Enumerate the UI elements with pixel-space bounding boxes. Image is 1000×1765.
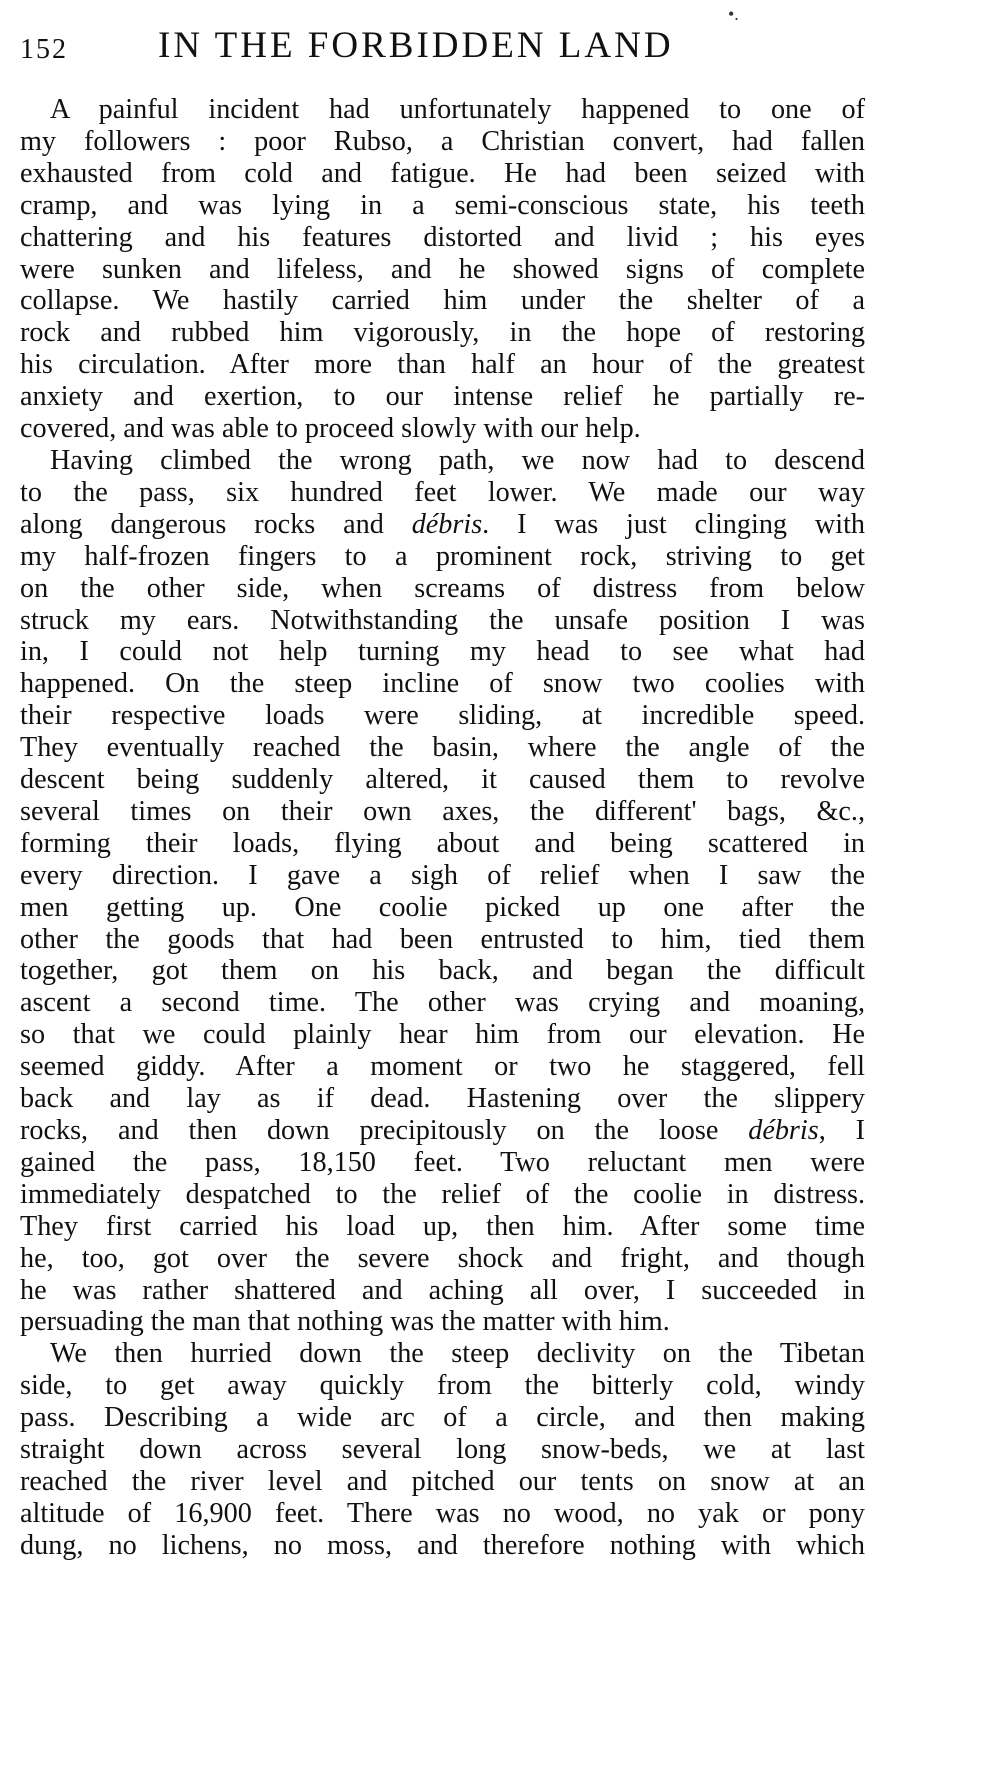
text-line [20,222,865,254]
text-line-content: their respective loads were sliding, at incredible speed. [20,700,865,732]
book-page [20,4,890,1562]
text-line-content: reached the river level and pitched our tents on snow at an [20,1465,865,1497]
text-line [20,987,865,1019]
text-line [20,1402,865,1434]
text-line [20,1179,865,1211]
text-line-content: dung, no lichens, no moss, and therefore nothing with which [20,1529,865,1561]
text-line [20,541,865,573]
text-line-content: exhausted from cold and fatigue. He had been seized with [20,157,865,189]
text-line-content: in, I could not help turning my head to see what had [20,636,865,668]
text-line [20,349,865,381]
text-line-content: anxiety and exertion, to our intense relief he partially re- [20,381,865,413]
text-line [20,1466,865,1498]
text-line-content: pass. Describing a wide arc of a circle, and then making [20,1402,865,1434]
text-line [20,605,865,637]
text-line [20,860,865,892]
text-line [20,1498,865,1530]
text-line-content: descent being suddenly altered, it caused them to revolve [20,764,865,796]
italic-term: débris [411,508,483,540]
text-line-content: They eventually reached the basin, where the angle of the [20,732,865,764]
text-line-content: he was rather shattered and aching all over, I succeeded in [20,1274,865,1306]
text-line [20,1115,865,1147]
text-line [20,381,865,413]
text-line [20,1243,865,1275]
page-number: 152 [20,34,68,65]
text-line [20,317,865,349]
text-line-content: he, too, got over the severe shock and fright, and though [20,1242,865,1274]
text-line [20,828,865,860]
text-line [20,190,865,222]
text-line-content: We then hurried down the steep declivity on the Tibetan [50,1338,865,1370]
text-line-content: straight down across several long snow-beds, we at last [20,1434,865,1466]
text-line [20,1306,865,1338]
text-line-content: along dangerous rocks and [20,508,412,540]
text-line-content: side, to get away quickly from the bitterly cold, windy [20,1370,865,1402]
text-line [20,254,865,286]
text-line [20,509,865,541]
text-line [20,1051,865,1083]
text-line-content: . I was just clinging with [482,508,865,540]
text-line-content: Having climbed the wrong path, we now had to descend [50,444,865,476]
text-line [20,892,865,924]
text-line-content: collapse. We hastily carried him under the shelter of a [20,285,865,317]
text-line-content: forming their loads, flying about and being scattered in [20,827,865,859]
text-line-content: immediately despatched to the relief of the coolie in distress. [20,1178,865,1210]
text-line [20,1370,865,1402]
text-line [20,1019,865,1051]
text-line-content: cramp, and was lying in a semi-conscious state, his teeth [20,189,865,221]
text-line [20,1083,865,1115]
text-line [20,1434,865,1466]
text-line-content: They first carried his load up, then him. After some time [20,1210,865,1242]
text-line-content: so that we could plainly hear him from our elevation. He [20,1019,865,1051]
text-line [20,445,865,477]
body-text [20,94,890,1562]
text-line-content: ascent a second time. The other was crying and moaning, [20,987,865,1019]
text-line-content: other the goods that had been entrusted to him, tied them [20,923,865,955]
text-line-content: altitude of 16,900 feet. There was no wood, no yak or pony [20,1497,865,1529]
text-line-content: my half-frozen fingers to a prominent rock, striving to get [20,540,865,572]
text-line [20,1147,865,1179]
text-line [20,732,865,764]
text-line-content: several times on their own axes, the different' bags, &c., [20,795,865,827]
text-line-content: to the pass, six hundred feet lower. We made our way [20,476,865,508]
printer-mark: •. [728,4,739,24]
text-line [20,285,865,317]
text-line-content: were sunken and lifeless, and he showed signs of complete [20,253,865,285]
text-line-content: A painful incident had unfortunately happened to one of [50,94,865,125]
text-line-content: , I [818,1115,866,1146]
text-line-content: happened. On the steep incline of snow two coolies with [20,668,865,700]
text-line-content: on the other side, when screams of distress from below [20,572,865,604]
text-line [20,796,865,828]
text-line [20,1530,865,1562]
text-line-content: rocks, and then down precipitously on the loose [20,1115,749,1146]
text-line-content: rock and rubbed him vigorously, in the hope of restoring [20,317,865,349]
italic-term: débris [748,1115,819,1146]
text-line-content: chattering and his features distorted and livid ; his eyes [20,221,865,253]
text-line [20,1338,865,1370]
text-line-content: back and lay as if dead. Hastening over the slippery [20,1083,865,1115]
text-line [20,477,865,509]
text-line [20,573,865,605]
text-line-content: struck my ears. Notwithstanding the unsafe position I was [20,604,865,636]
text-line-content: men getting up. One coolie picked up one after the [20,891,865,923]
text-line-content: every direction. I gave a sigh of relief when I saw the [20,859,865,891]
text-line-content: his circulation. After more than half an hour of the greatest [20,349,865,381]
text-line-content: gained the pass, 18,150 feet. Two reluctant men were [20,1146,865,1178]
book-title: IN THE FORBIDDEN LAND [158,25,674,66]
text-line [20,955,865,987]
text-line [20,94,865,126]
text-line [20,668,865,700]
text-line-content: my followers : poor Rubso, a Christian convert, had fallen [20,125,865,157]
text-line [20,158,865,190]
running-head [20,4,890,68]
text-line-content: together, got them on his back, and began the difficult [20,955,865,987]
text-line [20,126,865,158]
text-line-content: covered, and was able to proceed slowly with our help. [20,413,641,445]
text-line [20,924,865,956]
text-line [20,1275,865,1307]
text-line [20,764,865,796]
text-line-content: persuading the man that nothing was the matter with him. [20,1306,670,1338]
text-line [20,636,865,668]
text-line-content: seemed giddy. After a moment or two he staggered, fell [20,1051,865,1083]
text-line [20,1211,865,1243]
text-line [20,413,865,445]
text-line [20,700,865,732]
